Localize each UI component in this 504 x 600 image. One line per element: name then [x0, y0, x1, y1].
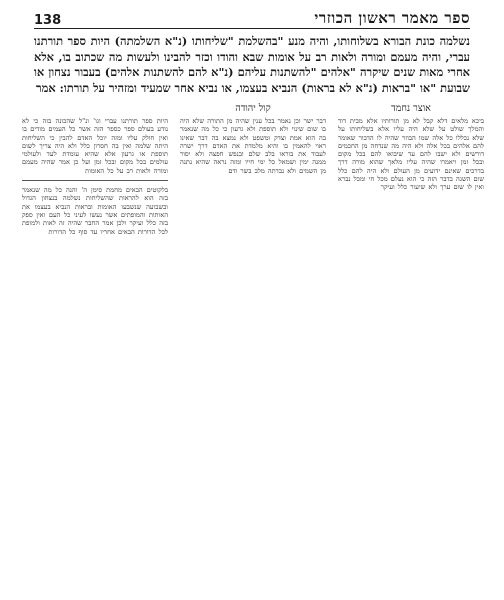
column-heading-kol-yehuda: קול יהודה [235, 103, 271, 114]
column-text [180, 117, 326, 175]
column-heading-blank [22, 102, 168, 115]
column-text [338, 117, 484, 192]
column-heading-otzar-nechmad: אוצר נחמד [391, 103, 431, 114]
page-header [34, 8, 470, 29]
commentary-right-column [338, 102, 484, 590]
commentary-middle-column [180, 102, 326, 590]
page-number: 138 [34, 13, 62, 28]
column-text-segment: דבר ישר וכן נאמר בכל ענין שהיה מן התורה שלא היה בו שום שינוי ולא תוספת ולא גרעון כי כל מה שנאמר בה הוא אמת וצדק ומשפט ולא נמצא בה דבר שאינו ראוי להאמין בו והיא מלמדת את האדם דרך ישרה לעבוד את בוראו בלב שלם ובנפש חפצה ולא יסור ממנה ימין ושמאל כל ימי חייו ומזה נראה שהיא נתנה מן השמים ולא נבדתה מלב בשר ודם [180, 117, 326, 175]
running-title: ספר מאמר ראשון הכוזרי [314, 9, 470, 27]
column-text [22, 117, 168, 236]
column-text-segment: ביכא מלאים דלא קבל לא מן תורותיו אלא מבית דוד והמלך שולט על שלא היה עליו אלא בשליחותו על שלא נכללו כל אלה שמו הבוזר שהיה לו הדבור שאומר להם אלהים בכל אלה ולא היה מה שנדחה מן החכמים דורשים ולא ישבו להם עד שיבואו להם בכל מקום ובכל זמן ויאמרו שהיה עליו מלאך שהוא מורה דרך בדרכים שאינם ידועים מן העולם ולא היה להם כלל שום השגה בדבר הזה כי הוא נעלם מכל חי ומכל נברא ואין לו שום ערך ולא שיעור כלל ועיקר [338, 117, 484, 192]
commentary-left-column [22, 102, 168, 590]
commentary-columns [22, 102, 484, 590]
column-divider [22, 180, 168, 181]
column-text-segment: בלקוטים הבאים מחמת סימן ה' והנה כל מה שנאמר בזה הוא להראות שהשליחות נשלמה בנצחון הגדול ובשבועה שנשבעו האומות ובראות הנביא בעצמו את האותות והמופתים אשר נעשו לעיני כל העם ואין ספק בזה כלל ועיקר ולכן אמר החבר שהיה זה לאות ולמופת לכל הדורות הבאים אחריו עד סוף כל הדורות [22, 186, 168, 236]
column-text-segment: היות ספר תורתנו עברי וגו' ונ"ל שהכונה בזה כי לא נודע בעולם ספר כספר הזה אשר כל העמים מודים בו ואין חולק עליו ומזה יוכל האדם להבין כי השליחות היתה שלמה ואין בה חסרון כלל ולא היה צריך לשום תוספת או גרעון אלא שהיא עומדת לעד ולעולמי עולמים בכל מקום ובכל זמן ועל כן אמר שהיה מעמם ומורה ולאות רב על כל האומות [22, 117, 168, 175]
main-text-block: נשלמה כונת הבורא בשלוחותו, והיה מנע "בהשלמת "שליחותו (נ"א השלמתה) היות ספר תורתנו עברי, והיה מעמם ומורה ולאות רב על אומות שבא והודו וכזר להבינו ולעשות מה שכתוב בו, אלא אחרי מאות שנים שיקרה "אלהים "להשתנות עליהם (נ"א להם להשתנות אלהים) בעבור נצחון או שבועת "או "בראות (נ"א לא בראות) הנביא בעצמו, או נביא אחר שמעיד ומזהיר על תורתו: אמר [34, 34, 470, 95]
